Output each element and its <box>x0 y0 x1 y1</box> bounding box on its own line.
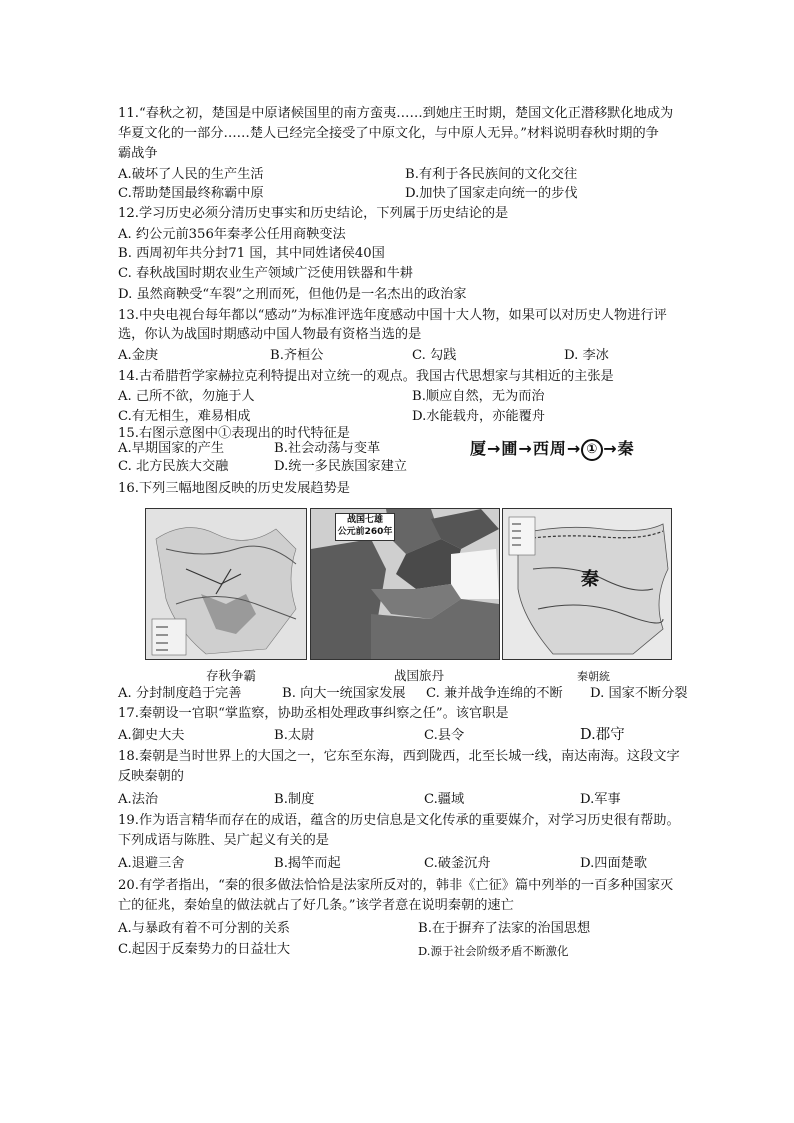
q18-option-d: D.军事 <box>580 792 621 807</box>
q13-option-a: A.金庚 <box>118 348 159 363</box>
q16-option-d: D. 国家不断分裂 <box>590 686 688 701</box>
q12-option-d: D. 虽然商鞅受“车裂”之刑而死，但他仍是一名杰出的政治家 <box>118 287 467 302</box>
map2-caption: 战国旅丹 <box>394 668 445 683</box>
map3-caption: 秦朝統 <box>577 670 610 683</box>
q20-option-a: A.与暴政有着不可分割的关系 <box>118 921 290 936</box>
q15-option-c: C. 北方民族大交融 <box>118 459 229 474</box>
q15-option-d: D.统一多民族国家建立 <box>274 459 407 474</box>
q15-option-a: A.早期国家的产生 <box>118 441 225 456</box>
q14-option-c: C.有无相生，难易相成 <box>118 409 251 424</box>
q20-option-c: C.起因于反秦势力的日益壮大 <box>118 942 291 957</box>
map-spring-autumn-drawing <box>146 509 306 659</box>
q18-stem-line2: 反映秦朝的 <box>118 769 184 784</box>
q12-option-b: B. 西周初年共分封71 国，其中同姓诸侯40国 <box>118 246 385 261</box>
q13-option-c: C. 勾践 <box>412 348 457 363</box>
q13-option-d: D. 李冰 <box>564 348 609 363</box>
q14-option-d: D.水能载舟，亦能覆舟 <box>412 409 545 424</box>
q11-stem-line3: 霸战争 <box>118 146 158 161</box>
q15-option-b: B.社会动荡与变革 <box>274 441 381 456</box>
map-warring-states <box>310 508 500 660</box>
q17-option-b: B.太尉 <box>274 728 315 743</box>
q12-option-a: A. 约公元前356年秦孝公任用商鞅变法 <box>118 227 346 242</box>
q19-option-a: A.退避三舍 <box>118 856 185 871</box>
q20-stem-line2: 亡的征兆，秦始皇的做法就占了好几条。”该学者意在说明秦朝的速亡 <box>118 898 514 913</box>
map-warring-states-title: 战国七雄 公元前260年 <box>335 513 395 541</box>
q16-option-c: C. 兼并战争连绵的不断 <box>426 686 563 701</box>
q19-stem-line2: 下列成语与陈胜、吴广起义有关的是 <box>118 833 329 848</box>
q14-option-a: A. 己所不欲，勿施于人 <box>118 389 255 404</box>
q14-option-b: B.顺应自然，无为而治 <box>412 389 545 404</box>
q11-option-a: A.破坏了人民的生产生活 <box>118 167 264 182</box>
q19-option-d: D.四面楚歌 <box>580 856 648 871</box>
q20-option-b: B.在于摒弃了法家的治国思想 <box>418 921 591 936</box>
q13-stem-line2: 选，你认为战国时期感动中国人物最有资格当选的是 <box>118 327 422 342</box>
map-qin-label: 秦 <box>581 569 599 590</box>
sequence-blank-circle: ① <box>581 439 603 461</box>
q16-option-b: B. 向大一统国家发展 <box>282 686 406 701</box>
dynasty-sequence-diagram <box>470 436 635 461</box>
q19-stem-line1: 19.作为语言精华而存在的成语，蕴含的历史信息是文化传承的重要媒介，对学习历史很有帮助。 <box>118 813 680 828</box>
q17-option-a: A.御史大夫 <box>118 728 185 743</box>
q11-option-b: B.有利于各民族间的文化交往 <box>405 167 578 182</box>
q20-stem-line1: 20.有学者指出，“秦的很多做法恰恰是法家所反对的，韩非《亡征》篇中列举的一百多种国家灭 <box>118 878 674 893</box>
q18-option-a: A.法治 <box>118 792 159 807</box>
q13-option-b: B.齐桓公 <box>270 348 324 363</box>
q17-option-d: D.郡守 <box>580 727 625 743</box>
q15-stem: 15.右图示意图中①表现出的时代特征是 <box>118 426 350 441</box>
q12-stem: 12.学习历史必须分清历史事实和历史结论，下列属于历史结论的是 <box>118 206 509 221</box>
q19-option-c: C.破釜沉舟 <box>424 856 491 871</box>
q11-stem-line1: 11.“春秋之初，楚国是中原诸候国里的南方蛮夷……到她庄王时期，楚国文化正潜移默化地成为 <box>118 106 674 121</box>
q17-stem: 17.秦朝设一官职“掌监察，协助丞相处理政事纠察之任”。该官职是 <box>118 706 509 721</box>
q11-option-d: D.加快了国家走向统一的步伐 <box>405 186 578 201</box>
map-qin-unification <box>502 508 672 660</box>
q16-option-a: A. 分封制度趋于完善 <box>118 686 242 701</box>
q14-stem: 14.古希腊哲学家赫拉克利特提出对立统一的观点。我国古代思想家与其相近的主张是 <box>118 369 614 384</box>
q11-stem-line2: 华夏文化的一部分……楚人已经完全接受了中原文化，与中原人无异。”材料说明春秋时期的争 <box>118 126 659 141</box>
q16-stem: 16.下列三幅地图反映的历史发展趋势是 <box>118 481 350 496</box>
sequence-prefix: 厦→圃→西周→ <box>470 439 582 458</box>
q18-option-c: C.疆域 <box>424 792 465 807</box>
q19-option-b: B.揭竿而起 <box>274 856 341 871</box>
q12-option-c: C. 春秋战国时期农业生产领域广泛使用铁器和牛耕 <box>118 266 413 281</box>
map1-caption: 存秋争霸 <box>206 668 257 683</box>
q13-stem-line1: 13.中央电视台每年都以“感动”为标准评选年度感动中国十大人物，如果可以对历史人物进行评 <box>118 308 667 323</box>
map-spring-autumn <box>145 508 307 660</box>
q17-option-c: C.县令 <box>424 728 465 743</box>
q20-option-d: D.源于社会阶级矛盾不断激化 <box>418 944 569 958</box>
q18-stem-line1: 18.秦朝是当时世界上的大国之一，它东至东海，西到陇西，北至长城一线，南达南海。这段文字 <box>118 749 680 764</box>
q11-option-c: C.帮助楚国最终称霸中原 <box>118 186 264 201</box>
sequence-suffix: →秦 <box>603 439 635 458</box>
q18-option-b: B.制度 <box>274 792 315 807</box>
